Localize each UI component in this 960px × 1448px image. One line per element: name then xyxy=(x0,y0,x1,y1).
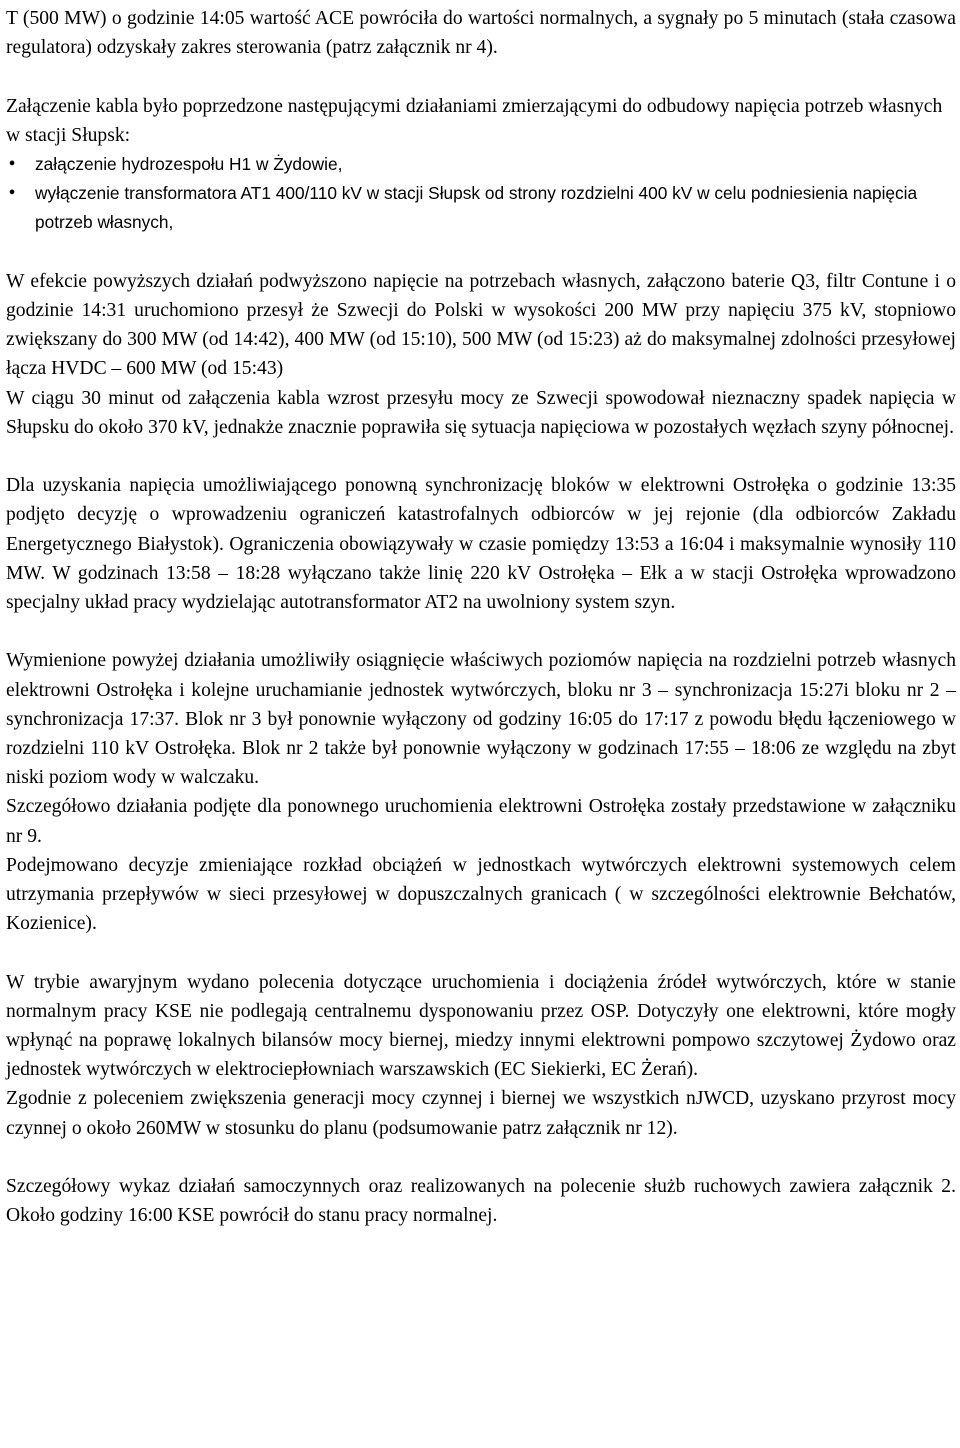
list-item xyxy=(6,179,956,237)
bullet-icon: • xyxy=(8,154,16,175)
list-item-text: wyłączenie transformatora AT1 400/110 kV w stacji Słupsk od strony rozdzielni 400 kV w celu podniesienia napięcia potrzeb własnych, xyxy=(35,183,918,233)
paragraph-ace-recovery: T (500 MW) o godzinie 14:05 wartość ACE powróciła do wartości normalnych, a sygnały po 5 minutach (stała czasowa regulatora) odzyskały zakres sterowania (patrz załącznik nr 4). xyxy=(6,8,956,59)
paragraph-spacer xyxy=(6,938,956,967)
paragraph-voltage-effects: W efekcie powyższych działań podwyższono napięcie na potrzebach własnych, załączono baterie Q3, filtr Contune i o godzinie 14:31 uruchomiono przesył że Szwecji do Polski w wysokości 200 MW przy napięciu 375 kV, stopniowo zwiększany do 300 MW (od 14:42), 400 MW (od 15:10), 500 MW (od 15:23) aż do maksymalnej zdolności przesyłowej łącza HVDC – 600 MW (od 15:43) xyxy=(6,270,956,380)
paragraph-normal-operation: Szczegółowy wykaz działań samoczynnych oraz realizowanych na polecenie służb ruchowych zawiera załącznik 2. Około godziny 16:00 KSE powrócił do stanu pracy normalnej. xyxy=(6,1176,956,1227)
paragraph-spacer xyxy=(6,442,956,471)
paragraph-spacer xyxy=(6,1143,956,1172)
bullet-icon: • xyxy=(8,183,16,205)
paragraph-spacer xyxy=(6,238,956,267)
bullet-list xyxy=(6,150,956,238)
paragraph-unit-startup: Wymienione powyżej działania umożliwiły osiągnięcie właściwych poziomów napięcia na rozdzielni potrzeb własnych elektrowni Ostrołęka i kolejne uruchamianie jednostek wytwórczych, bloku nr 3 – synchronizacja 15:27i bloku nr 2 – synchronizacja 17:37. Blok nr 3 był ponownie wyłączony od godziny 16:05 do 17:17 z powodu błędu łączeniowego w rozdzielni 110 kV Ostrołęka. Blok nr 2 także był ponownie wyłączony w godzinach 17:55 – 18:06 ze względu na zbyt niski poziom wody w walczaku. xyxy=(6,650,956,789)
paragraph-power-transfer: W ciągu 30 minut od załączenia kabla wzrost przesyłu mocy ze Szwecji spowodował nieznaczny spadek napięcia w Słupsku do około 370 kV, jednakże znacznie poprawiła się sytuacja napięciowa w pozostałych węzłach szyny północnej. xyxy=(6,387,956,438)
document-page xyxy=(6,4,956,1230)
paragraph-cable-intro: Załączenie kabla było poprzedzone następującymi działaniami zmierzającymi do odbudowy napięcia potrzeb własnych w stacji Słupsk: xyxy=(6,95,943,146)
paragraph-ostroleka-limits: Dla uzyskania napięcia umożliwiającego ponowną synchronizację bloków w elektrowni Ostrołęka o godzinie 13:35 podjęto decyzję o wprowadzeniu ograniczeń katastrofalnych odbiorców w jej rejonie (dla odbiorców Zakładu Energetycznego Białystok). Ograniczenia obowiązywały w czasie pomiędzy 13:53 a 16:04 i maksymalnie wynosiły 110 MW. W godzinach 13:58 – 18:28 wyłączano także linię 220 kV Ostrołęka – Ełk a w stacji Ostrołęka wprowadzono specjalny układ pracy wydzielając autotransformator AT2 na uwolniony system szyn. xyxy=(6,475,956,614)
paragraph-spacer xyxy=(6,62,956,91)
paragraph-attachment-9: Szczegółowo działania podjęte dla ponownego uruchomienia elektrowni Ostrołęka zostały przedstawione w załączniku nr 9. xyxy=(6,796,956,847)
paragraph-load-distribution: Podejmowano decyzje zmieniające rozkład obciążeń w jednostkach wytwórczych elektrowni systemowych celem utrzymania przepływów w sieci przesyłowej w dopuszczalnych granicach ( w szczególności elektrownie Bełchatów, Kozienice). xyxy=(6,854,956,935)
list-item-text: załączenie hydrozespołu H1 w Żydowie, xyxy=(35,154,343,174)
paragraph-spacer xyxy=(6,617,956,646)
paragraph-emergency-orders: W trybie awaryjnym wydano polecenia dotyczące uruchomienia i dociążenia źródeł wytwórczych, które w stanie normalnym pracy KSE nie podlegają centralnemu dysponowaniu przez OSP. Dotyczyły one elektrowni, które mogły wpłynąć na poprawę lokalnych bilansów mocy biernej, miedzy innymi elektrowni pompowo szczytowej Żydowo oraz jednostek wytwórczych w elektrociepłowniach warszawskich (EC Siekierki, EC Żerań). xyxy=(6,971,956,1081)
list-item xyxy=(6,150,956,179)
paragraph-generation-increase: Zgodnie z poleceniem zwiększenia generacji mocy czynnej i biernej we wszystkich nJWCD, uzyskano przyrost mocy czynnej o około 260MW w stosunku do planu (podsumowanie patrz załącznik nr 12). xyxy=(6,1088,956,1139)
